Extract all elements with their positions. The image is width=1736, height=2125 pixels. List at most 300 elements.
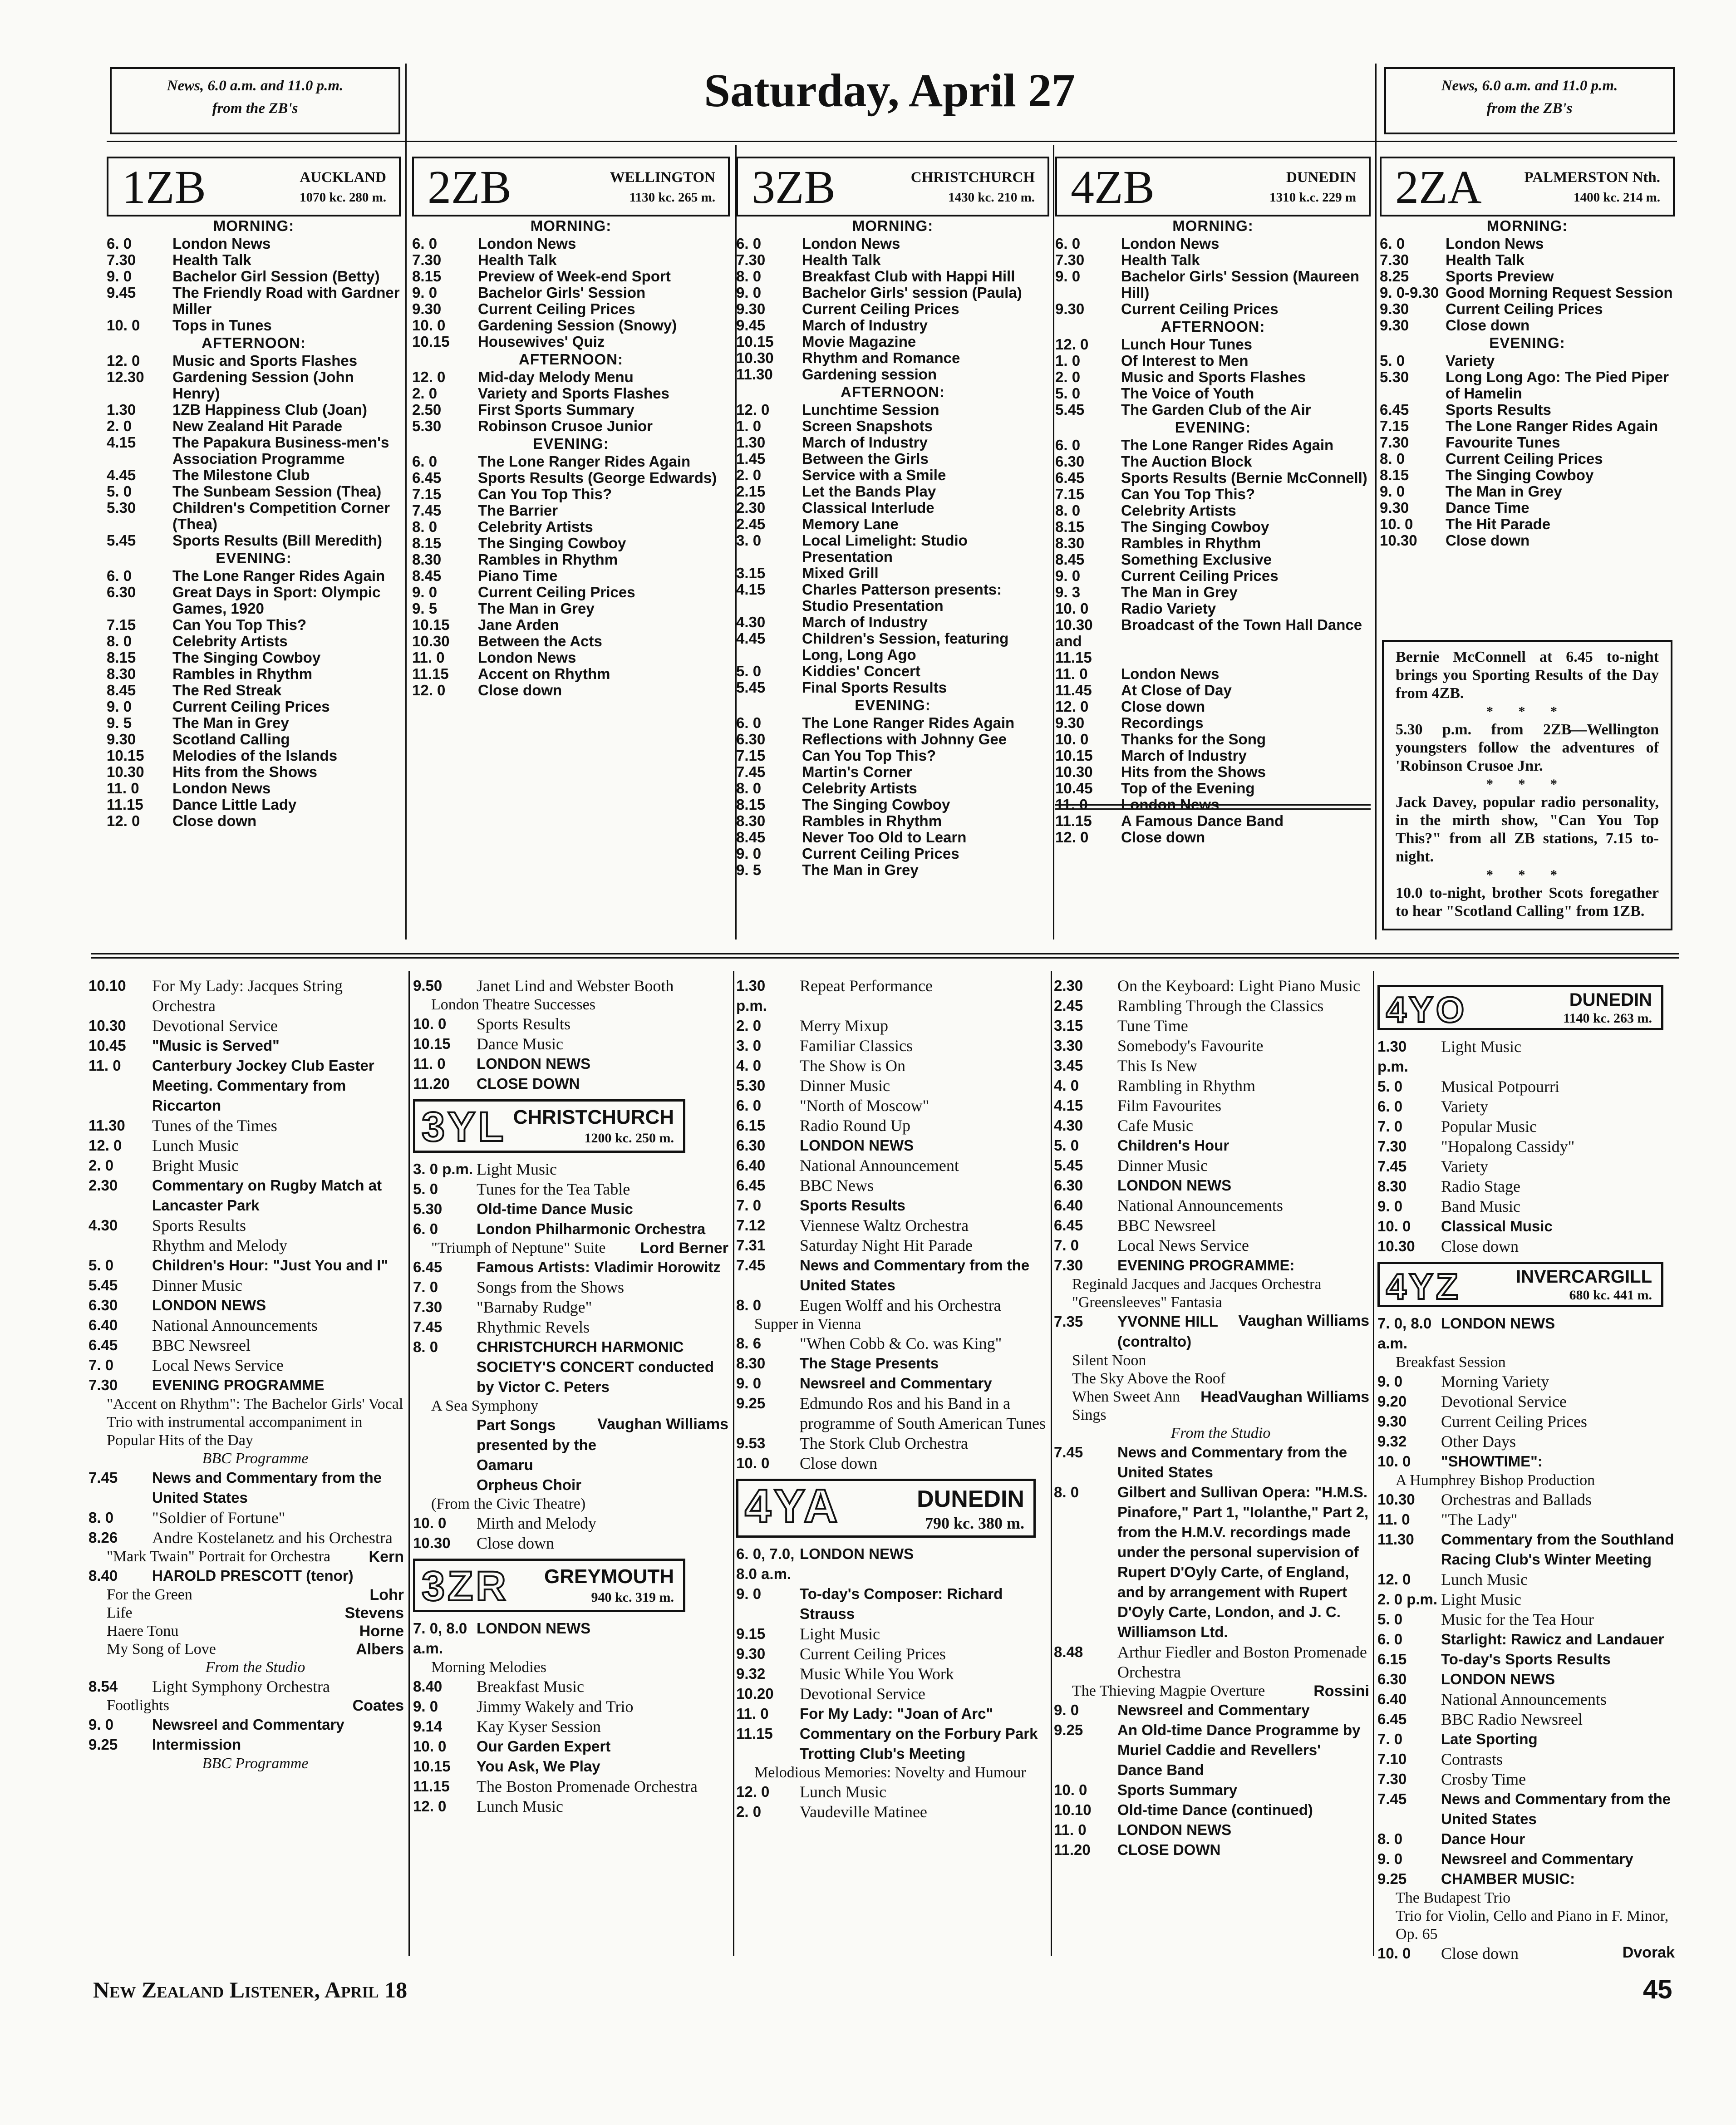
program-title: Service with a Smile: [802, 467, 946, 483]
program-time: 6. 0: [107, 567, 132, 584]
program-title: Part Songs presented by the Oamaru Orpheus Choir: [477, 1417, 597, 1493]
program-time: 4. 0: [736, 1057, 762, 1074]
program-row: [1055, 568, 1371, 584]
program-time: 10.15: [107, 747, 144, 764]
program-time: 11. 0: [1055, 665, 1088, 682]
program-time: 10. 0: [107, 317, 140, 334]
program-row: [1055, 748, 1371, 764]
work-composer: Vaughan Williams: [1238, 1388, 1369, 1406]
program-title: Tunes of the Times: [152, 1117, 277, 1135]
program-row: [736, 630, 1049, 663]
program-title: Arthur Fiedler and Boston Promenade Orchestra: [1117, 1643, 1367, 1681]
program-title: London News: [172, 235, 271, 252]
station-3zr-freq: 940 kc. 319 m.: [591, 1590, 674, 1605]
program-time: 10. 0: [1380, 516, 1413, 532]
program-time: 9. 0: [107, 698, 132, 715]
program-row: [1380, 418, 1675, 434]
program-time: 7.45: [1377, 1158, 1407, 1175]
program-time: 7.30: [107, 251, 136, 268]
program-time: 7.45: [1377, 1791, 1407, 1807]
program-title: Reflections with Johnny Gee: [802, 731, 1007, 748]
station-4yz-freq: 680 kc. 441 m.: [1569, 1288, 1652, 1303]
program-title: Between the Acts: [478, 633, 602, 649]
program-title: Lunch Music: [1441, 1570, 1528, 1589]
section-heading: EVENING:: [1175, 419, 1251, 436]
program-title: The Milestone Club: [172, 467, 310, 483]
program-row: [736, 1016, 1047, 1036]
program-title: Bachelor Girls' session (Paula): [802, 284, 1022, 301]
program-time: 10. 0: [413, 1015, 447, 1032]
program-time: 11.15: [736, 1725, 773, 1742]
program-row: [412, 502, 730, 519]
program-time: 9.25: [736, 1395, 766, 1412]
program-credit: BBC Programme: [202, 1450, 309, 1467]
program-row: [1054, 1156, 1369, 1176]
program-row: [736, 1684, 1047, 1704]
work-title: Life: [107, 1604, 133, 1621]
program-title: Band Music: [1441, 1197, 1520, 1215]
program-row: [736, 1704, 1047, 1724]
program-time: 7.35: [1054, 1313, 1083, 1330]
program-time: 5. 0: [1377, 1611, 1403, 1628]
program-title: Viennese Waltz Orchestra: [800, 1216, 969, 1235]
program-row: [89, 1335, 404, 1355]
work-composer: Albers: [356, 1641, 404, 1658]
program-title: Vaudeville Matinee: [800, 1803, 927, 1821]
program-title: Contrasts: [1441, 1750, 1503, 1768]
program-time: 12. 0: [89, 1137, 122, 1154]
program-title: Celebrity Artists: [802, 780, 917, 797]
program-title: LONDON NEWS: [152, 1297, 266, 1313]
program-row: [1380, 467, 1675, 483]
program-row: [1377, 1769, 1675, 1789]
program-time: 11.20: [1054, 1841, 1091, 1858]
program-time: 12. 0: [412, 682, 446, 698]
program-time: 6.30: [736, 1137, 766, 1154]
program-title: The Barrier: [478, 502, 558, 519]
program-time: 9.30: [736, 300, 766, 317]
section-heading: MORNING:: [530, 217, 612, 234]
program-time: 7.30: [1380, 251, 1409, 268]
program-credit: BBC Programme: [202, 1755, 309, 1772]
program-title: Sports Results (Bernie McConnell): [1121, 469, 1367, 486]
program-title: Sports Results (Bill Meredith): [172, 532, 383, 549]
program-title: Intermission: [152, 1736, 241, 1753]
program-title: Close down: [478, 682, 562, 698]
program-row: [107, 236, 401, 252]
program-row: [1055, 385, 1371, 402]
program-row: [89, 1735, 404, 1755]
program-title: HAROLD PRESCOTT (tenor): [152, 1567, 354, 1584]
program-row: [736, 402, 1049, 418]
program-time: 9.30: [412, 300, 442, 317]
program-row: [736, 451, 1049, 467]
program-row: [1054, 1820, 1369, 1840]
program-row: [412, 402, 730, 418]
program-time: 8. 6: [736, 1335, 762, 1352]
station-3zb: [736, 157, 1049, 878]
program-title: On the Keyboard: Light Piano Music: [1117, 977, 1360, 995]
station-frequency: 1070 kc. 280 m.: [300, 190, 386, 205]
program-row: [1377, 1669, 1675, 1689]
program-row: [736, 1782, 1047, 1802]
program-detail: Reginald Jacques and Jacques Orchestra: [1072, 1276, 1322, 1293]
program-row: [736, 434, 1049, 451]
program-detail: "Greensleeves" Fantasia: [1072, 1294, 1222, 1311]
program-title: New Zealand Hit Parade: [172, 418, 343, 434]
news-notice-right: [1384, 67, 1675, 134]
program-row: [736, 1076, 1047, 1096]
program-row: [1377, 1649, 1675, 1669]
program-time: 10. 0: [413, 1738, 447, 1755]
program-title: LONDON NEWS: [1117, 1177, 1232, 1194]
program-time: 10.30: [412, 633, 450, 649]
program-credit: From the Studio: [1170, 1425, 1271, 1441]
program-title: Light Symphony Orchestra: [152, 1677, 330, 1696]
program-row: [89, 1136, 404, 1156]
program-row: [89, 1315, 404, 1335]
program-time: 8.30: [1377, 1178, 1407, 1195]
program-title: Dinner Music: [1117, 1156, 1208, 1175]
program-time: 9.53: [736, 1435, 766, 1451]
program-time: 9. 3: [1055, 584, 1081, 600]
program-title: The Sunbeam Session (Thea): [172, 483, 382, 500]
program-row: [107, 252, 401, 268]
program-title: Bachelor Girls' Session: [478, 284, 646, 301]
program-time: 8.30: [412, 551, 442, 568]
station-4ya-freq: 790 kc. 380 m.: [925, 1514, 1024, 1532]
work-title: The Thieving Magpie Overture: [1072, 1682, 1265, 1699]
program-row: [107, 748, 401, 764]
program-time: 6.40: [1054, 1197, 1083, 1214]
program-time: 7.45: [89, 1469, 118, 1486]
program-row: [107, 780, 401, 797]
program-row: [736, 581, 1049, 614]
work-composer: Vaughan Williams: [1238, 1312, 1369, 1329]
program-row: [107, 764, 401, 780]
notice-left-line1: News, 6.0 a.m. and 11.0 p.m.: [167, 78, 344, 94]
program-title: Sports Results: [152, 1216, 246, 1235]
program-time: 6.30: [1055, 453, 1085, 470]
program-row: [1377, 1156, 1675, 1176]
program-title: The Papakura Business-men's Association Programme: [172, 434, 389, 467]
program-row: [1377, 1589, 1675, 1609]
program-title: Children's Hour: [1117, 1137, 1229, 1154]
program-row: [1054, 1780, 1369, 1800]
program-row: [412, 252, 730, 268]
program-row: [1377, 1451, 1675, 1471]
program-detail: The Sky Above the Roof: [1072, 1370, 1226, 1387]
program-time: 9. 0: [412, 584, 438, 600]
program-row: [89, 1508, 404, 1528]
program-time: 7.45: [412, 502, 442, 519]
program-title: Classical Interlude: [802, 499, 934, 516]
program-time: 6. 0: [1055, 437, 1081, 453]
program-time: 8.45: [107, 682, 136, 698]
program-row: [413, 1415, 597, 1495]
station-header: [107, 157, 401, 216]
program-time: 6.45: [1054, 1217, 1083, 1234]
program-time: 8.45: [736, 829, 766, 846]
program-title: Jane Arden: [478, 616, 559, 633]
program-title: The Man in Grey: [172, 714, 289, 731]
program-row: [89, 1116, 404, 1136]
program-title: The Voice of Youth: [1121, 385, 1254, 402]
program-row: [107, 353, 401, 369]
program-time: 2. 0: [736, 1017, 762, 1034]
program-time: 6.30: [89, 1297, 118, 1313]
program-title: Close down: [1441, 1237, 1519, 1255]
program-title: The Red Streak: [172, 682, 282, 698]
program-row: [107, 268, 401, 285]
program-row: [107, 682, 401, 698]
program-time: 7. 0: [736, 1197, 762, 1214]
program-title: Kiddies' Concert: [802, 663, 920, 679]
promo-text-3: Jack Davey, popular radio personality, in the mirth show, "Can You Top This?" from all ZB stations, 7.15 to-night.: [1396, 794, 1659, 865]
section-heading: MORNING:: [1486, 217, 1568, 234]
program-row: [89, 1677, 404, 1697]
program-title: Mixed Grill: [802, 565, 879, 581]
program-title: National Announcements: [152, 1316, 318, 1334]
program-row: [1054, 1215, 1369, 1235]
program-title: Musical Potpourri: [1441, 1077, 1559, 1096]
program-time: 9.30: [1055, 714, 1085, 731]
program-time: 9. 0-9.30: [1380, 284, 1439, 301]
program-time: 6.45: [1377, 1711, 1407, 1727]
program-title: London News: [1121, 665, 1220, 682]
promo-text-2: 5.30 p.m. from 2ZB—Wellington youngsters follow the adventures of 'Robinson Crusoe Jnr.: [1396, 721, 1659, 774]
program-detail: The Budapest Trio: [1396, 1889, 1511, 1906]
program-time: 10.15: [413, 1758, 451, 1775]
program-row: [1377, 1530, 1675, 1569]
program-row: [736, 715, 1049, 731]
program-title: "Hopalong Cassidy": [1441, 1137, 1575, 1156]
program-title: The Singing Cowboy: [172, 649, 321, 666]
program-row: [412, 568, 730, 584]
program-row: [413, 976, 728, 996]
program-row: [1054, 1642, 1369, 1682]
program-time: 1. 0: [736, 418, 762, 434]
program-title: Radio Round Up: [800, 1117, 911, 1135]
program-time: 12. 0: [1055, 336, 1089, 353]
program-title: Dance Hour: [1441, 1830, 1525, 1847]
program-row: [1054, 1056, 1369, 1076]
program-title: LONDON NEWS: [1441, 1671, 1555, 1687]
program-title: LONDON NEWS: [800, 1545, 914, 1562]
program-title: News and Commentary from the United States: [1117, 1444, 1347, 1481]
program-time: 12. 0: [107, 352, 140, 369]
program-title: Rambles in Rhythm: [802, 812, 942, 829]
program-title: BBC Newsreel: [152, 1336, 251, 1354]
program-title: Saturday Night Hit Parade: [800, 1236, 973, 1254]
program-title: Current Ceiling Prices: [802, 845, 959, 862]
program-time: 9.25: [1054, 1722, 1083, 1738]
program-row: [1054, 1442, 1369, 1482]
section-heading: EVENING:: [1489, 334, 1565, 351]
program-time: 10.30: [1055, 763, 1093, 780]
program-row: [89, 1275, 404, 1295]
program-time: 5. 0: [736, 663, 762, 679]
program-row: [1055, 780, 1371, 797]
program-time: 8.54: [89, 1678, 118, 1695]
program-time: 8.15: [412, 268, 442, 285]
program-title: Rambling in Rhythm: [1117, 1077, 1256, 1095]
program-time: 12. 0: [736, 401, 770, 418]
program-title: Newsreel and Commentary: [1441, 1850, 1633, 1867]
program-time: 6. 0: [107, 235, 132, 252]
program-row: [107, 666, 401, 682]
program-row: [1054, 1312, 1238, 1352]
program-row: [413, 1736, 728, 1756]
program-time: 6.40: [736, 1157, 766, 1174]
program-title: Can You Top This?: [172, 616, 307, 633]
program-time: 9. 5: [736, 861, 762, 878]
program-title: Lunch Hour Tunes: [1121, 336, 1253, 353]
work-composer: Head: [1200, 1388, 1239, 1406]
program-row: [736, 780, 1049, 797]
program-title: Health Talk: [1446, 251, 1525, 268]
program-title: The Singing Cowboy: [1446, 467, 1594, 483]
program-row: [412, 268, 730, 285]
program-row: [412, 236, 730, 252]
program-title: First Sports Summary: [478, 401, 634, 418]
program-time: 12. 0: [412, 369, 446, 385]
program-row: [413, 1776, 728, 1796]
program-title: Accent on Rhythm: [478, 665, 610, 682]
program-row: [736, 1433, 1047, 1453]
program-title: Light Music: [1441, 1590, 1521, 1609]
program-title: LONDON NEWS: [800, 1137, 914, 1154]
station-city: DUNEDIN: [1286, 169, 1356, 186]
program-title: Screen Snapshots: [802, 418, 933, 434]
program-time: 7.15: [736, 747, 766, 764]
program-title: Light Music: [1441, 1038, 1521, 1056]
program-title: Rhythm and Romance: [802, 349, 960, 366]
program-time: 2. 0: [412, 385, 438, 402]
program-row: [89, 1235, 404, 1255]
program-title: The Lone Ranger Rides Again: [802, 714, 1015, 731]
program-title: Current Ceiling Prices: [1441, 1412, 1587, 1431]
program-time: 10. 0: [412, 317, 446, 334]
program-title: Sports Results: [1446, 401, 1551, 418]
program-time: 11.30: [736, 366, 773, 383]
program-title: News and Commentary from the United States: [800, 1257, 1030, 1294]
program-title: Devotional Service: [152, 1017, 278, 1035]
program-row: [1054, 1016, 1369, 1036]
program-row: [412, 317, 730, 334]
program-title: Current Ceiling Prices: [172, 698, 330, 715]
station-frequency: 1130 kc. 265 m.: [629, 190, 715, 205]
4zb-divider: [1055, 804, 1371, 810]
program-row: [107, 731, 401, 748]
program-time: 8.45: [412, 567, 442, 584]
program-detail: Silent Noon: [1072, 1352, 1146, 1369]
station-frequency: 1310 k.c. 229 m: [1269, 190, 1356, 205]
program-title: Rambling Through the Classics: [1117, 997, 1324, 1015]
program-row: [1054, 1036, 1369, 1056]
program-row: [412, 453, 730, 470]
program-row: [1054, 1136, 1369, 1156]
program-row: [1380, 301, 1675, 317]
program-time: 8. 0: [736, 268, 762, 285]
work-composer: Dvorak: [1622, 1944, 1675, 1961]
program-time: 7. 0: [1377, 1731, 1403, 1747]
program-row: [413, 1756, 728, 1776]
program-time: 7.30: [412, 251, 442, 268]
program-time: 11.15: [413, 1778, 450, 1795]
program-time: 6. 0: [1377, 1631, 1403, 1648]
program-title: Current Ceiling Prices: [800, 1645, 946, 1663]
program-title: Old-time Dance Music: [477, 1200, 633, 1217]
program-row: [1054, 1195, 1369, 1215]
section-divider: [91, 953, 1679, 959]
program-credit: From the Studio: [205, 1659, 305, 1676]
station-3yl-box: [413, 1099, 685, 1153]
program-work: [89, 1697, 404, 1715]
station-call-sign: 2ZA: [1395, 161, 1482, 213]
program-work: [1054, 1682, 1369, 1700]
program-row: [107, 285, 401, 317]
program-time: 8.30: [1055, 535, 1085, 551]
program-row: [1377, 1392, 1675, 1412]
program-row: [1377, 1077, 1675, 1097]
program-time: [89, 1235, 152, 1255]
program-row: [736, 268, 1049, 285]
lower-column-4: [1054, 976, 1369, 1860]
program-time: 10.30: [1380, 532, 1417, 549]
lower-column-3: [736, 976, 1047, 1822]
station-3zr-call: 3ZR: [422, 1563, 509, 1609]
program-time: 9.14: [413, 1718, 443, 1735]
station-header: [412, 157, 730, 216]
program-title: Sports Results (George Edwards): [478, 469, 717, 486]
program-row: [1377, 1412, 1675, 1431]
program-title: Piano Time: [478, 567, 558, 584]
program-time: 5. 0: [89, 1257, 114, 1274]
program-title: Commentary on Rugby Match at Lancaster Park: [152, 1177, 382, 1214]
program-time: 8. 0: [736, 1297, 762, 1313]
program-time: 9.32: [736, 1665, 766, 1682]
program-title: Charles Patterson presents: Studio Presentation: [802, 581, 1002, 614]
promo-stars-1: * * *: [1486, 704, 1568, 719]
program-row: [89, 1295, 404, 1315]
station-header: [1380, 157, 1675, 216]
divider-v3: [1053, 145, 1054, 940]
program-row: [1377, 1510, 1675, 1530]
program-time: 10. 0: [1054, 1781, 1087, 1798]
program-time: 5. 0: [1055, 385, 1081, 402]
program-row: [1054, 1076, 1369, 1096]
program-title: The Man in Grey: [1446, 483, 1562, 500]
program-title: Current Ceiling Prices: [1446, 300, 1603, 317]
program-title: The Lone Ranger Rides Again: [1446, 418, 1658, 434]
program-time: 12. 0: [107, 812, 140, 829]
program-time: 6.30: [1054, 1177, 1083, 1194]
program-row: [413, 1257, 728, 1277]
program-time: 6. 0: [1377, 1098, 1403, 1115]
program-time: 2.45: [736, 516, 766, 532]
program-title: BBC Radio Newsreel: [1441, 1710, 1583, 1728]
program-title: Familiar Classics: [800, 1037, 913, 1055]
work-title: "Mark Twain" Portrait for Orchestra: [107, 1548, 331, 1565]
program-title: Radio Stage: [1441, 1177, 1520, 1195]
program-row: [412, 584, 730, 600]
program-row: [736, 418, 1049, 434]
program-time: 6.45: [89, 1337, 118, 1353]
program-row: [412, 551, 730, 568]
program-row: [736, 1295, 1047, 1315]
divider-lower-3: [1051, 971, 1052, 1956]
